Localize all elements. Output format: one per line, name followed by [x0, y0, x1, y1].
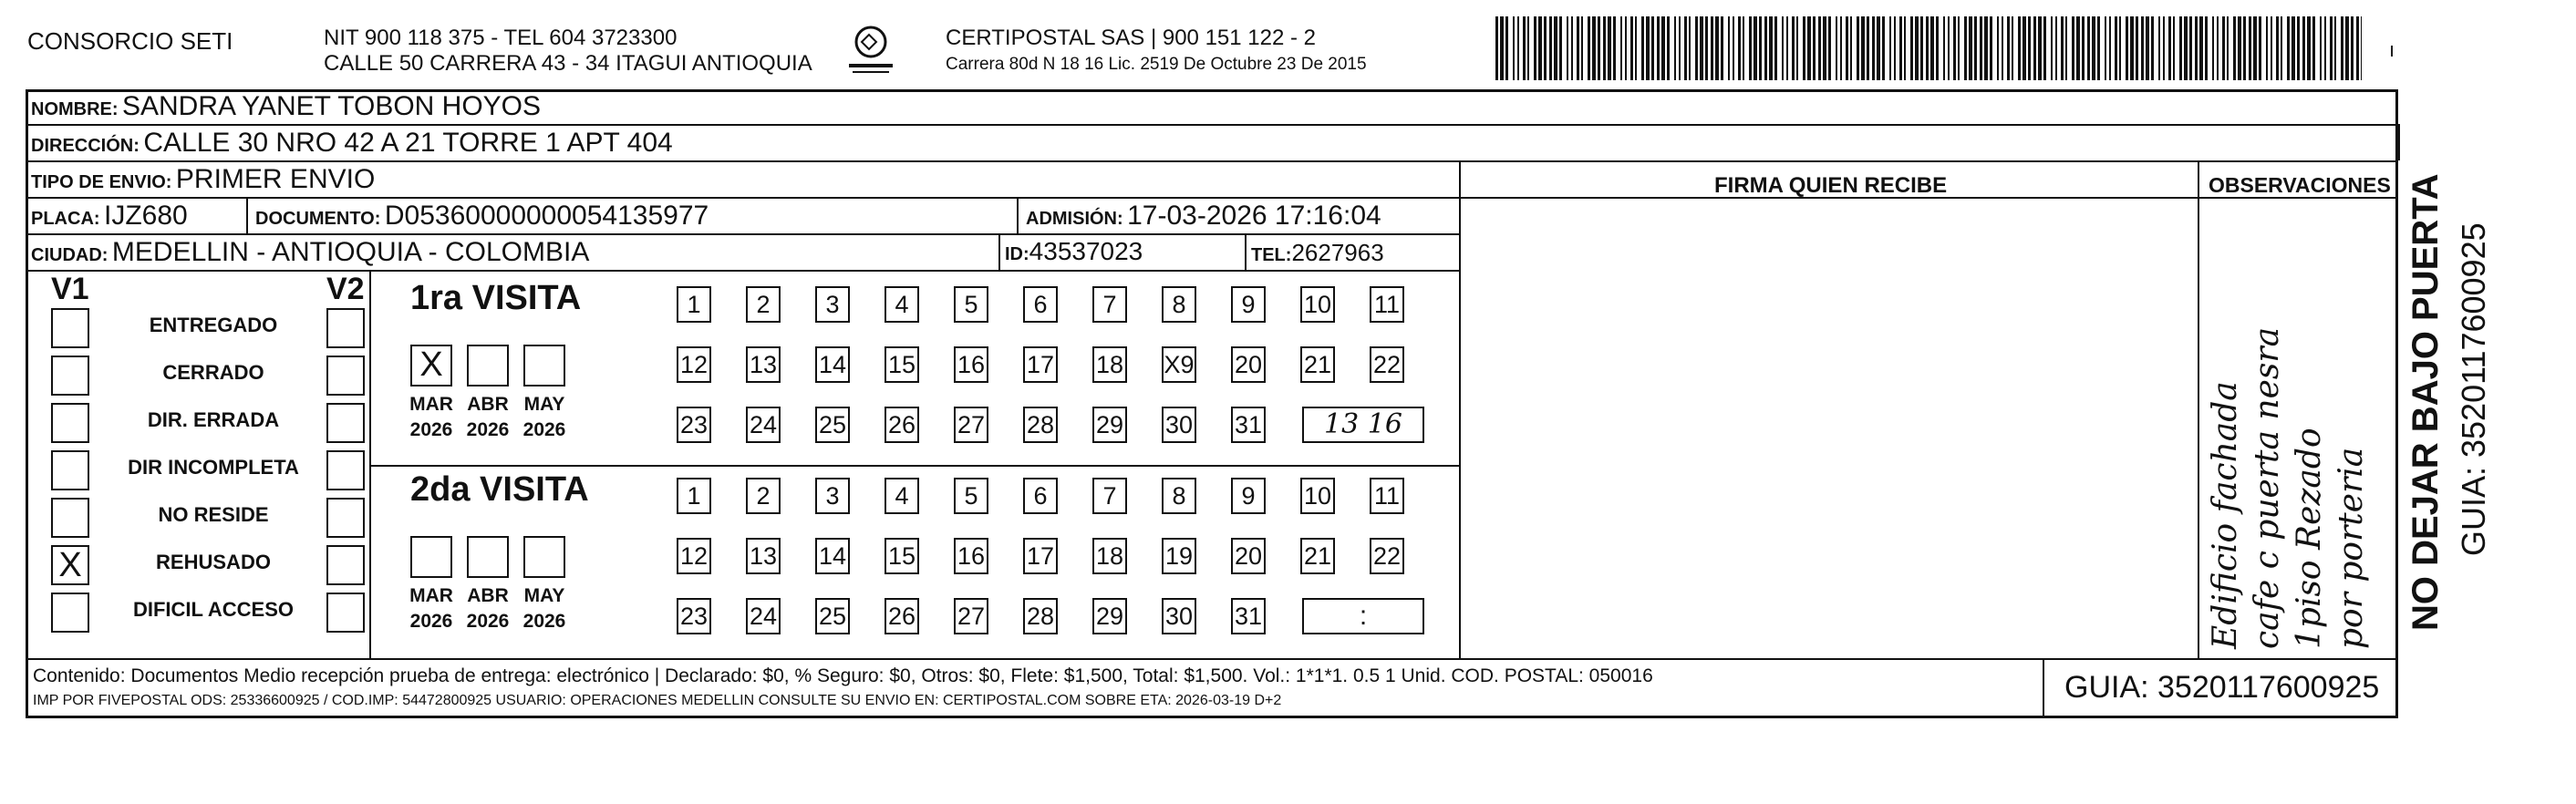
- second-day-8[interactable]: 8: [1162, 478, 1196, 514]
- id-field: [1005, 237, 1143, 266]
- id-label: ID:: [1005, 244, 1029, 264]
- firma-label: FIRMA QUIEN RECIBE: [1714, 173, 1948, 198]
- first-day-16[interactable]: 16: [954, 346, 988, 383]
- second-day-16[interactable]: 16: [954, 538, 988, 574]
- tel-label: TEL:: [1251, 245, 1292, 265]
- first-day-28[interactable]: 28: [1023, 407, 1058, 443]
- observation-line: Edificio fachada: [2207, 381, 2244, 649]
- first-day-24[interactable]: 24: [746, 407, 781, 443]
- v2-checkbox[interactable]: [326, 545, 365, 585]
- admision-field: [1026, 201, 1381, 232]
- tipo-envio-value: PRIMER ENVIO: [175, 164, 376, 194]
- courier-license: Carrera 80d N 18 16 Lic. 2519 De Octubre 23 De 2015: [946, 55, 1367, 74]
- first-visit-title: 1ra VISITA: [410, 279, 582, 317]
- v2-checkbox[interactable]: [326, 593, 365, 633]
- second-day-22[interactable]: 22: [1370, 538, 1404, 574]
- v1-checkbox[interactable]: X: [51, 545, 89, 585]
- first-month-label: ABR: [467, 394, 509, 415]
- second-day-12[interactable]: 12: [677, 538, 711, 574]
- direccion-value: CALLE 30 NRO 42 A 21 TORRE 1 APT 404: [143, 128, 673, 158]
- second-month-checkbox-abr[interactable]: [467, 536, 509, 578]
- placa-value: IJZ680: [104, 201, 188, 231]
- second-month-checkbox-may[interactable]: [523, 536, 565, 578]
- stray-mark: ı: [2389, 38, 2395, 61]
- v2-checkbox[interactable]: [326, 403, 365, 443]
- first-month-checkbox-mar[interactable]: X: [410, 345, 452, 387]
- second-month-label: ABR: [467, 585, 509, 606]
- first-day-31[interactable]: 31: [1231, 407, 1266, 443]
- first-day-20[interactable]: 20: [1231, 346, 1266, 383]
- first-day-18[interactable]: 18: [1092, 346, 1127, 383]
- v1-checkbox[interactable]: [51, 450, 89, 490]
- first-month-year: 2026: [409, 419, 453, 440]
- second-day-30[interactable]: 30: [1162, 598, 1196, 634]
- side-guia: GUIA: 3520117600925: [2455, 222, 2492, 556]
- courier-name: CERTIPOSTAL SAS | 900 151 122 - 2: [946, 26, 1316, 50]
- second-day-3[interactable]: 3: [815, 478, 850, 514]
- first-day-5[interactable]: 5: [954, 286, 988, 323]
- company-nit: NIT 900 118 375 - TEL 604 3723300: [324, 26, 678, 50]
- second-day-4[interactable]: 4: [885, 478, 919, 514]
- second-day-26[interactable]: 26: [885, 598, 919, 634]
- first-day-19[interactable]: X9: [1162, 346, 1196, 383]
- second-day-18[interactable]: 18: [1092, 538, 1127, 574]
- documento-label: DOCUMENTO:: [255, 209, 381, 229]
- observaciones-label: OBSERVACIONES: [2209, 173, 2391, 197]
- placa-label: PLACA:: [31, 209, 100, 229]
- documento-field: [255, 201, 709, 232]
- ciudad-label: CIUDAD:: [31, 245, 109, 265]
- first-month-label: MAY: [523, 394, 565, 415]
- second-day-29[interactable]: 29: [1092, 598, 1127, 634]
- second-day-10[interactable]: 10: [1300, 478, 1335, 514]
- second-day-25[interactable]: 25: [815, 598, 850, 634]
- first-day-23[interactable]: 23: [677, 407, 711, 443]
- status-label: DIR. ERRADA: [147, 408, 280, 431]
- first-day-2[interactable]: 2: [746, 286, 781, 323]
- first-day-25[interactable]: 25: [815, 407, 850, 443]
- first-day-6[interactable]: 6: [1023, 286, 1058, 323]
- v1-checkbox[interactable]: [51, 593, 89, 633]
- v1-checkbox[interactable]: [51, 403, 89, 443]
- second-day-14[interactable]: 14: [815, 538, 850, 574]
- first-day-10[interactable]: 10: [1300, 286, 1335, 323]
- status-label: DIFICIL ACCESO: [132, 598, 294, 621]
- second-day-1[interactable]: 1: [677, 478, 711, 514]
- direccion-field: [31, 128, 673, 159]
- nombre-field: [31, 91, 541, 122]
- company-name: CONSORCIO SETI: [27, 27, 233, 55]
- v2-checkbox[interactable]: [326, 498, 365, 538]
- first-day-13[interactable]: 13: [746, 346, 781, 383]
- first-month-checkbox-may[interactable]: [523, 345, 565, 387]
- first-day-1[interactable]: 1: [677, 286, 711, 323]
- placa-field: [31, 201, 188, 232]
- second-time-box[interactable]: :: [1302, 598, 1424, 634]
- second-visit-title: 2da VISITA: [410, 470, 589, 509]
- second-day-2[interactable]: 2: [746, 478, 781, 514]
- ciudad-value: MEDELLIN - ANTIOQUIA - COLOMBIA: [111, 237, 590, 267]
- id-value: 43537023: [1029, 237, 1143, 265]
- no-dejar-bajo-puerta: NO DEJAR BAJO PUERTA: [2405, 173, 2446, 631]
- status-label: CERRADO: [162, 361, 264, 384]
- second-month-label: MAR: [409, 585, 453, 606]
- footer-content-line: Contenido: Documentos Medio recepción prueba de entrega: electrónico | Declarado: $0, % Seguro: $0, Otros: $0, Flete: $1,500, Total: $1,500. Vol.: 1*1*1. 0.5 1 Unid. COD. POSTAL: 050016: [33, 665, 1653, 686]
- second-day-28[interactable]: 28: [1023, 598, 1058, 634]
- company-address: CALLE 50 CARRERA 43 - 34 ITAGUI ANTIOQUIA: [324, 51, 812, 76]
- second-day-19[interactable]: 19: [1162, 538, 1196, 574]
- second-day-9[interactable]: 9: [1231, 478, 1266, 514]
- first-day-17[interactable]: 17: [1023, 346, 1058, 383]
- second-day-17[interactable]: 17: [1023, 538, 1058, 574]
- second-month-year: 2026: [522, 611, 566, 632]
- nombre-label: NOMBRE:: [31, 99, 119, 119]
- second-month-checkbox-mar[interactable]: [410, 536, 452, 578]
- second-day-27[interactable]: 27: [954, 598, 988, 634]
- v1-checkbox[interactable]: [51, 308, 89, 348]
- first-day-26[interactable]: 26: [885, 407, 919, 443]
- status-label: NO RESIDE: [158, 503, 269, 526]
- second-day-20[interactable]: 20: [1231, 538, 1266, 574]
- second-day-11[interactable]: 11: [1370, 478, 1404, 514]
- footer-print-line: IMP POR FIVEPOSTAL ODS: 25336600925 / COD.IMP: 54472800925 USUARIO: OPERACIONES MEDELLIN CONSULTE SU ENVIO EN: CERTIPOSTAL.COM SOBRE ETA: 2026-03-19 D+2: [33, 693, 1282, 708]
- second-day-24[interactable]: 24: [746, 598, 781, 634]
- first-day-21[interactable]: 21: [1300, 346, 1335, 383]
- first-day-14[interactable]: 14: [815, 346, 850, 383]
- second-month-year: 2026: [466, 611, 510, 632]
- second-day-5[interactable]: 5: [954, 478, 988, 514]
- first-day-11[interactable]: 11: [1370, 286, 1404, 323]
- v2-checkbox[interactable]: [326, 308, 365, 348]
- nombre-value: SANDRA YANET TOBON HOYOS: [122, 91, 542, 121]
- second-day-13[interactable]: 13: [746, 538, 781, 574]
- v1-label: V1: [51, 272, 89, 306]
- tel-field: [1251, 239, 1384, 267]
- first-day-27[interactable]: 27: [954, 407, 988, 443]
- second-day-31[interactable]: 31: [1231, 598, 1266, 634]
- first-month-year: 2026: [466, 419, 510, 440]
- first-day-7[interactable]: 7: [1092, 286, 1127, 323]
- first-day-8[interactable]: 8: [1162, 286, 1196, 323]
- status-label: REHUSADO: [156, 551, 271, 573]
- barcode: [1495, 16, 2362, 80]
- second-day-21[interactable]: 21: [1300, 538, 1335, 574]
- first-day-3[interactable]: 3: [815, 286, 850, 323]
- first-day-30[interactable]: 30: [1162, 407, 1196, 443]
- second-day-23[interactable]: 23: [677, 598, 711, 634]
- second-month-label: MAY: [523, 585, 565, 606]
- first-day-4[interactable]: 4: [885, 286, 919, 323]
- footer-guia: GUIA: 3520117600925: [2064, 670, 2380, 705]
- first-day-22[interactable]: 22: [1370, 346, 1404, 383]
- first-day-29[interactable]: 29: [1092, 407, 1127, 443]
- first-day-9[interactable]: 9: [1231, 286, 1266, 323]
- tipo-envio-field: [31, 164, 375, 195]
- first-day-12[interactable]: 12: [677, 346, 711, 383]
- first-month-label: MAR: [409, 394, 453, 415]
- first-month-checkbox-abr[interactable]: [467, 345, 509, 387]
- v2-label: V2: [326, 272, 365, 306]
- status-label: ENTREGADO: [149, 314, 278, 336]
- certipostal-logo-icon: [843, 24, 898, 78]
- second-day-7[interactable]: 7: [1092, 478, 1127, 514]
- observation-line: 1piso Rezado: [2291, 428, 2328, 649]
- observation-line: por porteria: [2333, 447, 2370, 649]
- v2-checkbox[interactable]: [326, 450, 365, 490]
- ciudad-field: [31, 237, 589, 268]
- tel-value: 2627963: [1291, 239, 1384, 266]
- first-day-15[interactable]: 15: [885, 346, 919, 383]
- first-time-box[interactable]: 13 16: [1302, 407, 1424, 443]
- observation-line: cafe c puerta nesra: [2249, 326, 2286, 649]
- admision-label: ADMISIÓN:: [1026, 209, 1123, 229]
- v1-checkbox[interactable]: [51, 498, 89, 538]
- v1-checkbox[interactable]: [51, 356, 89, 396]
- second-day-15[interactable]: 15: [885, 538, 919, 574]
- direccion-label: DIRECCIÓN:: [31, 136, 140, 156]
- v2-checkbox[interactable]: [326, 356, 365, 396]
- second-month-year: 2026: [409, 611, 453, 632]
- tipo-envio-label: TIPO DE ENVIO:: [31, 172, 172, 192]
- second-day-6[interactable]: 6: [1023, 478, 1058, 514]
- admision-value: 17-03-2026 17:16:04: [1127, 201, 1381, 231]
- signature-area[interactable]: [1461, 199, 2196, 656]
- status-label: DIR INCOMPLETA: [128, 456, 299, 479]
- first-month-year: 2026: [522, 419, 566, 440]
- documento-value: D05360000000054135977: [384, 201, 709, 231]
